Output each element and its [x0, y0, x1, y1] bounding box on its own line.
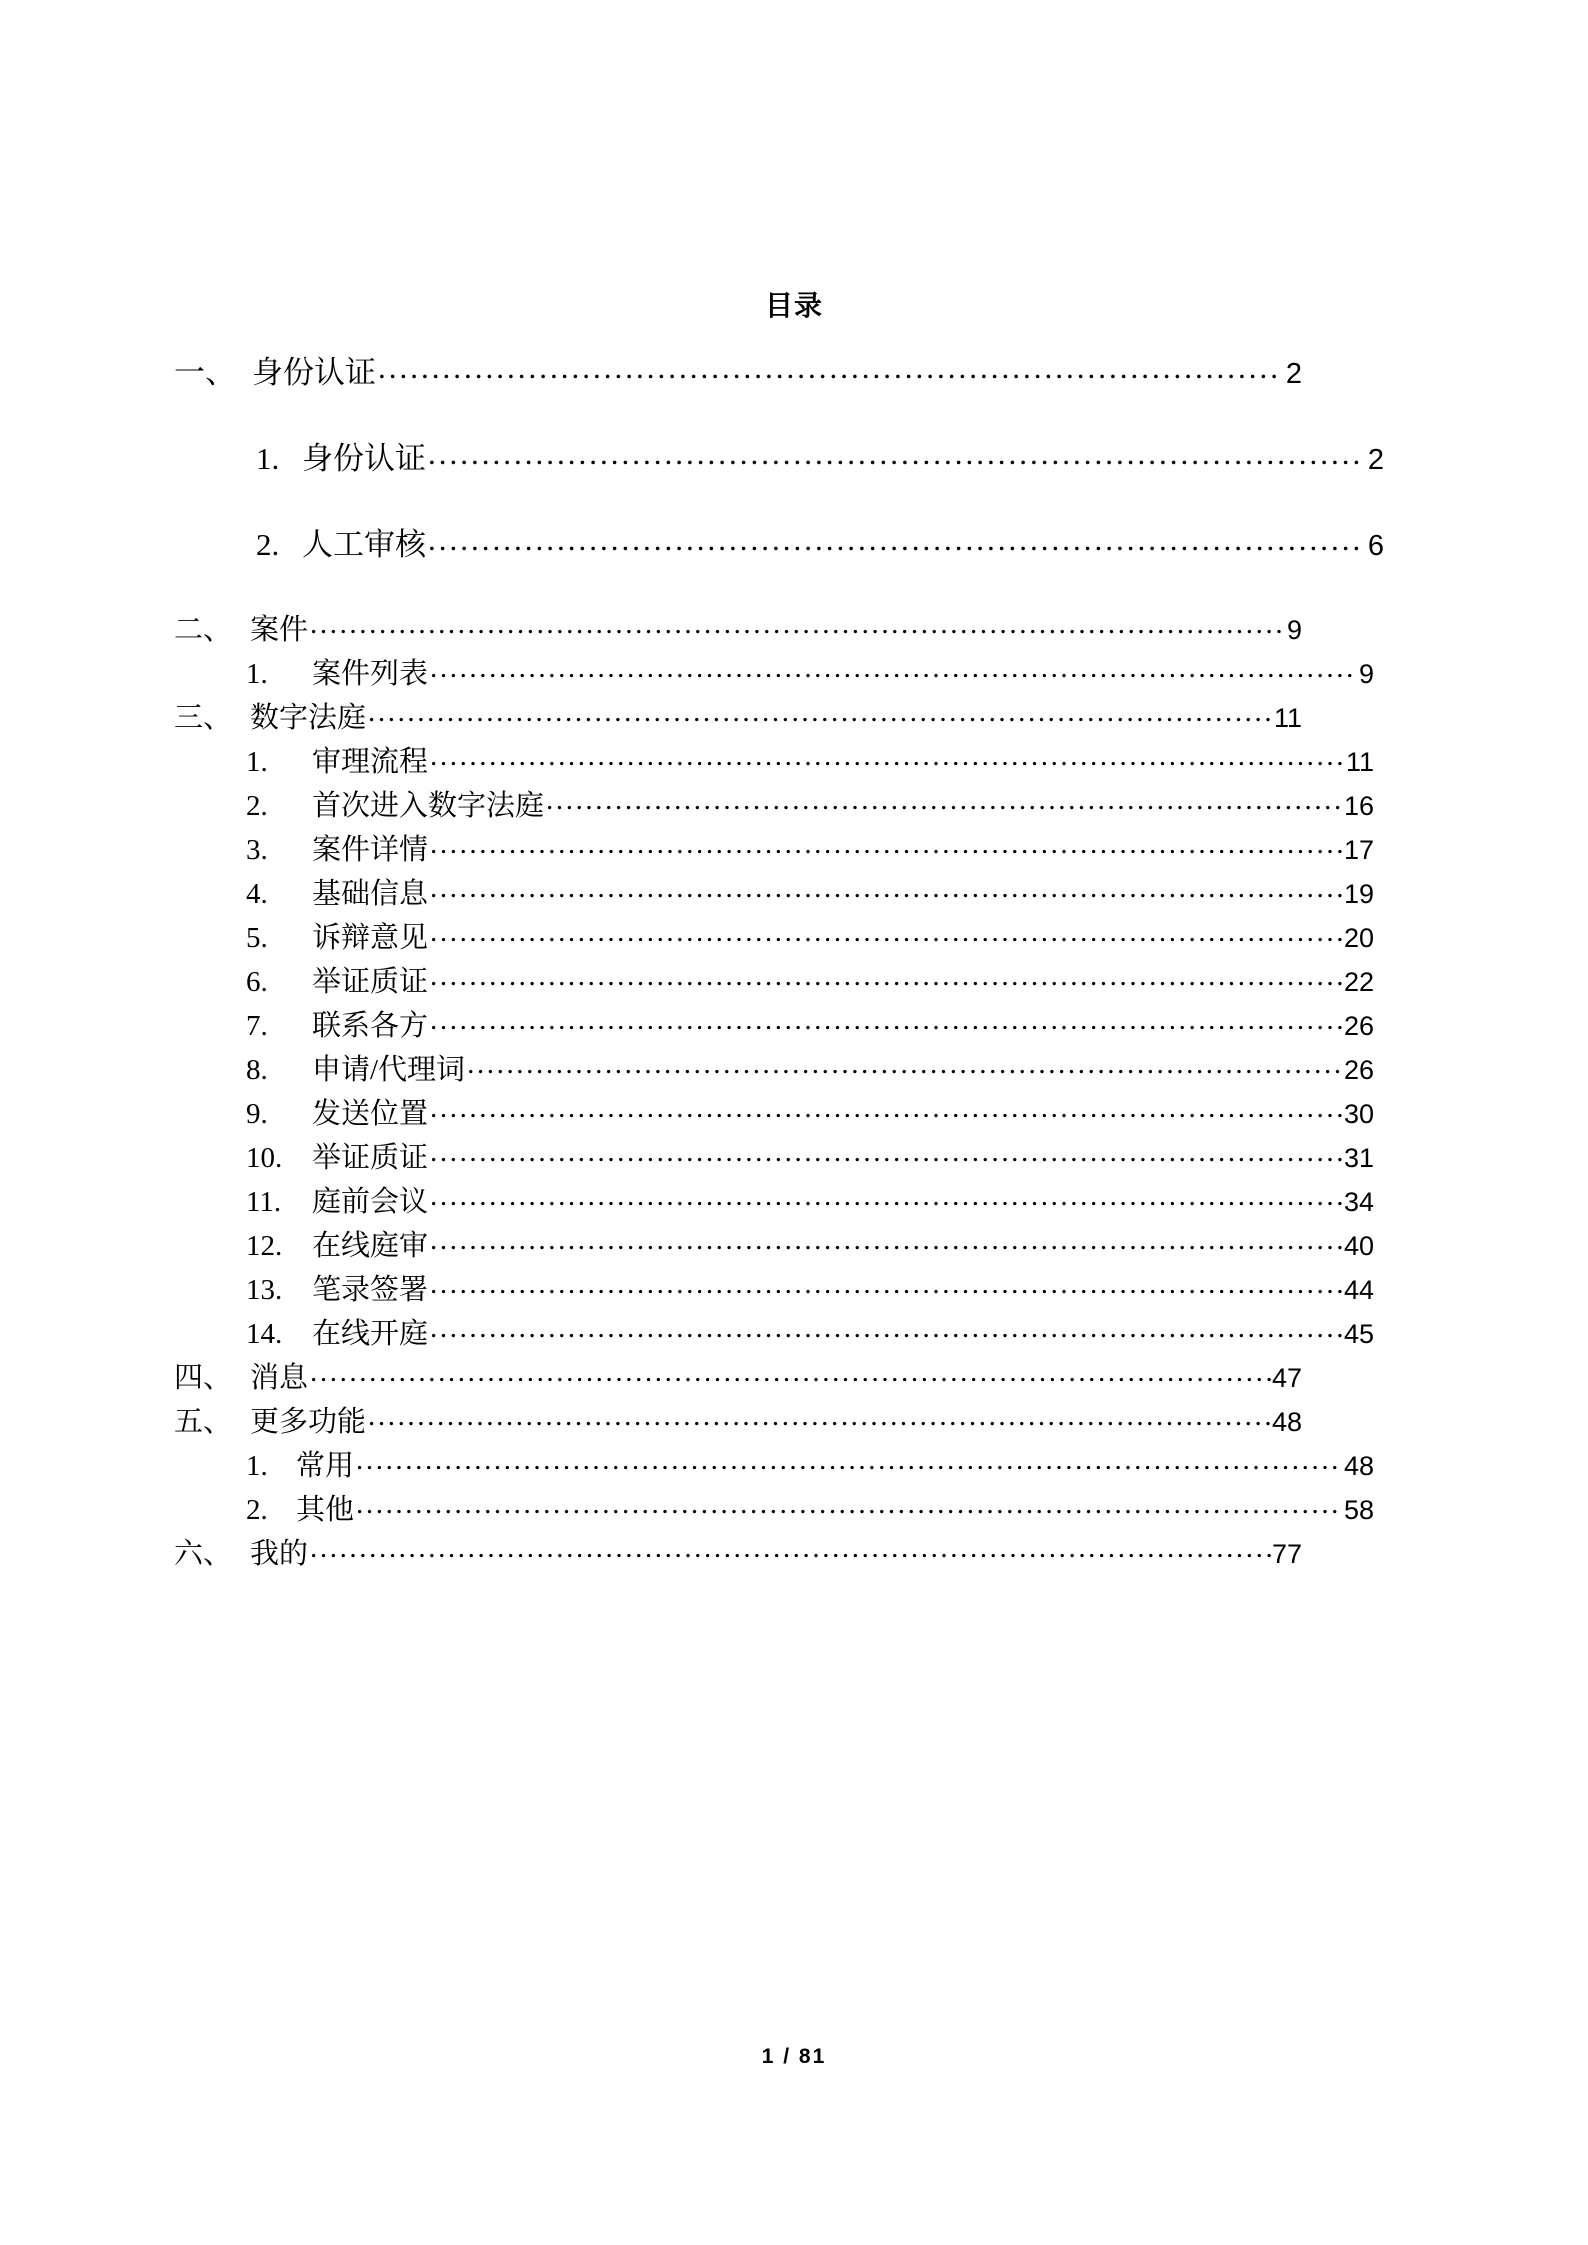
toc-leader-dots	[310, 1534, 1271, 1563]
toc-entry-label: 消息	[250, 1362, 309, 1394]
toc-entry-label: 在线庭审	[312, 1230, 429, 1262]
toc-entry[interactable]	[246, 874, 1374, 909]
toc-entry-page-number: 19	[1343, 879, 1374, 909]
toc-entry-number: 4.	[246, 878, 268, 910]
toc-leader-dots	[430, 742, 1345, 771]
toc-entry-label: 基础信息	[312, 878, 429, 910]
toc-entry[interactable]	[246, 786, 1374, 821]
toc-entry[interactable]	[246, 1182, 1374, 1217]
toc-entry-page-number: 9	[1358, 659, 1374, 689]
toc-entry[interactable]	[246, 918, 1374, 953]
toc-entry-label: 身份认证	[252, 355, 376, 390]
toc-entry[interactable]	[174, 1358, 1302, 1393]
toc-entry-number: 6.	[246, 966, 268, 998]
toc-entry-number: 五、	[174, 1406, 233, 1438]
toc-entry[interactable]	[246, 962, 1374, 997]
toc-leader-dots	[546, 786, 1343, 815]
toc-entry-label: 诉辩意见	[312, 922, 429, 954]
toc-entry-number: 8.	[246, 1054, 268, 1086]
toc-entry-label: 人工审核	[302, 527, 426, 562]
toc-entry-page-number: 11	[1273, 703, 1302, 733]
toc-leader-dots	[378, 352, 1281, 383]
toc-entry-number: 10.	[246, 1142, 283, 1174]
toc-entry-page-number: 30	[1343, 1099, 1374, 1129]
toc-entry[interactable]	[246, 1314, 1374, 1349]
toc-entry[interactable]	[246, 1094, 1374, 1129]
toc-entry-page-number: 22	[1343, 967, 1374, 997]
toc-entry-number: 5.	[246, 922, 268, 954]
toc-entry[interactable]	[174, 1402, 1302, 1437]
toc-entry[interactable]	[246, 1050, 1374, 1085]
toc-entry-label: 审理流程	[312, 746, 429, 778]
toc-entry-label: 举证质证	[312, 1142, 429, 1174]
toc-entry-number: 7.	[246, 1010, 268, 1042]
toc-entry-number: 12.	[246, 1230, 283, 1262]
toc-entry-page-number: 58	[1343, 1495, 1374, 1525]
toc-entry-page-number: 20	[1343, 923, 1374, 953]
toc-entry-label: 笔录签署	[312, 1274, 429, 1306]
toc-entry-number: 9.	[246, 1098, 268, 1130]
toc-entry-number: 13.	[246, 1274, 283, 1306]
toc-entry-page-number: 47	[1271, 1363, 1302, 1393]
toc-entry-label: 申请/代理词	[312, 1054, 466, 1086]
toc-entry[interactable]	[246, 742, 1374, 777]
toc-entry-number: 1.	[256, 441, 280, 476]
toc-entry[interactable]	[246, 654, 1374, 689]
toc-leader-dots	[430, 1094, 1343, 1123]
toc-entry[interactable]	[246, 1006, 1374, 1041]
toc-entry[interactable]	[246, 1270, 1374, 1305]
toc-entry-page-number: 17	[1343, 835, 1374, 865]
toc-entry-number: 1.	[246, 658, 268, 690]
toc-leader-dots	[310, 610, 1281, 639]
toc-entry-page-number: 40	[1343, 1231, 1374, 1261]
toc-leader-dots	[467, 1050, 1343, 1079]
toc-entry[interactable]	[246, 1446, 1374, 1481]
toc-entry-label: 案件详情	[312, 834, 429, 866]
toc-leader-dots	[428, 438, 1363, 469]
toc-leader-dots	[430, 1226, 1343, 1255]
toc-entry-label: 数字法庭	[250, 702, 367, 734]
toc-entry-page-number: 48	[1271, 1407, 1302, 1437]
toc-entry-number: 1.	[246, 1450, 268, 1482]
toc-entry[interactable]	[256, 438, 1384, 475]
toc-entry-page-number: 6	[1367, 530, 1384, 562]
toc-entry-label: 在线开庭	[312, 1318, 429, 1350]
table-of-contents	[174, 352, 1384, 1578]
toc-entry-page-number: 31	[1343, 1143, 1374, 1173]
toc-entry-page-number: 2	[1285, 358, 1302, 390]
toc-leader-dots	[430, 918, 1343, 947]
toc-entry[interactable]	[174, 352, 1302, 389]
toc-entry-number: 四、	[174, 1362, 233, 1394]
toc-entry-label: 常用	[296, 1450, 355, 1482]
toc-entry-number: 三、	[174, 702, 233, 734]
toc-leader-dots	[356, 1490, 1343, 1519]
toc-entry-label: 案件	[250, 614, 309, 646]
toc-entry[interactable]	[246, 1490, 1374, 1525]
toc-entry[interactable]	[174, 1534, 1302, 1569]
toc-leader-dots	[430, 1182, 1343, 1211]
toc-entry-number: 3.	[246, 834, 268, 866]
toc-leader-dots	[430, 962, 1343, 991]
toc-entry[interactable]	[174, 610, 1302, 645]
toc-entry-number: 2.	[246, 790, 268, 822]
toc-entry-number: 1.	[246, 746, 268, 778]
toc-entry-label: 案件列表	[312, 658, 429, 690]
toc-entry[interactable]	[256, 524, 1384, 561]
toc-leader-dots	[430, 1006, 1343, 1035]
toc-leader-dots	[368, 1402, 1271, 1431]
toc-entry[interactable]	[246, 830, 1374, 865]
toc-entry-number: 2.	[256, 527, 280, 562]
toc-entry-label: 更多功能	[250, 1406, 367, 1438]
toc-entry-page-number: 26	[1343, 1011, 1374, 1041]
toc-entry-label: 其他	[296, 1494, 355, 1526]
toc-entry-page-number: 44	[1343, 1275, 1374, 1305]
toc-leader-dots	[356, 1446, 1343, 1475]
toc-entry-page-number: 2	[1367, 444, 1384, 476]
toc-entry-label: 身份认证	[302, 441, 426, 476]
toc-entry-number: 14.	[246, 1318, 283, 1350]
toc-leader-dots	[430, 830, 1343, 859]
toc-leader-dots	[430, 1138, 1343, 1167]
toc-entry[interactable]	[174, 698, 1302, 733]
toc-entry-number: 2.	[246, 1494, 268, 1526]
toc-leader-dots	[368, 698, 1273, 727]
toc-entry-number: 11.	[246, 1186, 282, 1218]
toc-entry-page-number: 45	[1343, 1319, 1374, 1349]
toc-entry-label: 庭前会议	[312, 1186, 429, 1218]
toc-entry-label: 首次进入数字法庭	[312, 790, 545, 822]
toc-entry-page-number: 48	[1343, 1451, 1374, 1481]
toc-entry-page-number: 9	[1286, 615, 1302, 645]
toc-entry-number: 一、	[174, 355, 236, 390]
toc-entry[interactable]	[246, 1138, 1374, 1173]
toc-entry-label: 联系各方	[312, 1010, 429, 1042]
page-title: 目录	[764, 290, 823, 321]
toc-leader-dots	[430, 1270, 1343, 1299]
toc-entry-page-number: 16	[1343, 791, 1374, 821]
toc-entry-label: 发送位置	[312, 1098, 429, 1130]
toc-entry[interactable]	[246, 1226, 1374, 1261]
toc-leader-dots	[430, 1314, 1343, 1343]
toc-entry-page-number: 77	[1271, 1539, 1302, 1569]
page-footer: 1 / 81	[761, 2045, 827, 2068]
toc-entry-page-number: 34	[1343, 1187, 1374, 1217]
toc-entry-label: 我的	[250, 1538, 309, 1570]
toc-entry-number: 二、	[174, 614, 233, 646]
toc-leader-dots	[430, 654, 1353, 683]
toc-entry-label: 举证质证	[312, 966, 429, 998]
toc-leader-dots	[310, 1358, 1271, 1387]
toc-leader-dots	[430, 874, 1343, 903]
toc-entry-number: 六、	[174, 1538, 233, 1570]
toc-entry-page-number: 26	[1343, 1055, 1374, 1085]
toc-entry-page-number: 11	[1345, 747, 1374, 777]
toc-leader-dots	[428, 524, 1363, 555]
